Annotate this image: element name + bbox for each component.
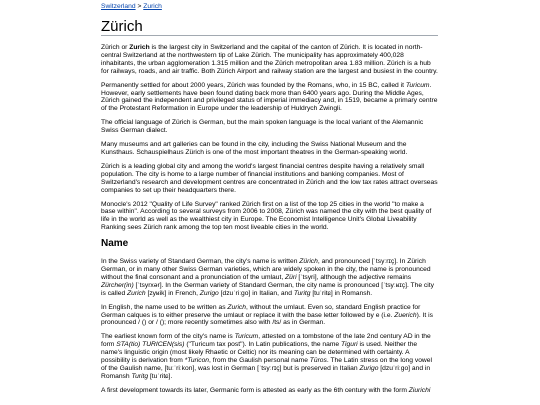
italic-term: Zurigo: [199, 289, 219, 297]
name-section: [101, 238, 438, 395]
text-run: A first development towards its later, Germanic form is attested as early as the 6th century with the form: [101, 386, 409, 394]
text-run: In English, the name used to be written as: [101, 303, 228, 311]
text-run: Zürich is a leading global city and among the world's largest financial centres despite having a relatively small population. The city is home to a large number of financial institutions and banking companies. Most of Switzerland's research and development centres are concentrated in Zürich and the low tax rates attract overseas companies to set up their headquarters there.: [101, 162, 438, 194]
italic-term: Zürcher(in): [101, 281, 134, 289]
intro-section: [101, 44, 438, 232]
text-run: The official language of Zürich is German, but the main spoken language is the local variant of the Alemannic Swiss German dialect.: [101, 119, 424, 135]
text-run: [tuˈritɕ] in Romansh.: [310, 289, 373, 297]
breadcrumb: [101, 0, 438, 11]
text-run: ("Turicum tax post"). In Latin publications, the name: [184, 341, 341, 349]
text-run: , attested on a tombstone of the late 2nd century AD in the form: [101, 333, 431, 349]
italic-term: Ziurichi: [408, 386, 431, 394]
intro-paragraph: [101, 82, 438, 114]
italic-term: Tūros: [309, 357, 327, 365]
section-heading-name: Name: [101, 238, 129, 250]
italic-term: Zürich: [299, 258, 318, 266]
italic-term: Turicum: [405, 81, 430, 89]
name-section-paragraph: [101, 258, 438, 298]
intro-paragraph: [101, 201, 438, 233]
page-title: Zürich: [101, 18, 438, 36]
italic-term: Zurich: [227, 303, 246, 311]
italic-term: Turicum: [234, 333, 259, 341]
bold-term: Zurich: [129, 44, 150, 51]
italic-term: Turitg: [293, 289, 311, 297]
text-run: [zyʁik] in French,: [145, 289, 200, 297]
intro-paragraph: [101, 141, 438, 157]
text-run: [tuˈritɕ].: [148, 372, 173, 380]
name-section-paragraph: [101, 304, 438, 328]
text-run: , from the Gaulish personal name: [209, 357, 310, 365]
text-run: Monocle's 2012 "Quality of Life Survey" ranked Zürich first on a list of the top 25 cities in the world "to make a base within". According to several surveys from 2006 to 2008, Zürich was named the city with the best quality of life in the world as well as the wealthiest city in Europe. The Economist Intelligence Unit's Global Liveability Ranking sees Zürich rank among the top ten most liveable cities in the world.: [101, 200, 432, 232]
breadcrumb-link-switzerland[interactable]: Switzerland: [101, 3, 136, 10]
text-run: [dzuˈriːɡo] and in Romansh: [101, 365, 431, 380]
text-run: Many museums and art galleries can be found in the city, including the Swiss National Museum and the Kunsthaus. Schauspielhaus Zürich is one of the most important theatres in the German-speaking world.: [101, 141, 408, 156]
italic-term: Züri: [285, 273, 297, 281]
italic-term: Zuerich: [394, 311, 417, 319]
text-run: Zürich or: [101, 44, 130, 51]
text-run: ). It is pronounced / () or / (); more recently sometimes also with /ts/ as in German.: [101, 311, 433, 327]
text-run: [ˈtsyrxər]. In the German variety of Standard German, the city name is pronounced [ˈtsyːʁɪç]. The city is called: [101, 281, 434, 297]
text-run: is used. Neither the name's linguistic origin (most likely Rhaetic or Celtic) nor its meaning can be determined with certainty. A possibility is derivation from: [101, 341, 418, 365]
text-run: In the Swiss variety of Standard German, the city's name is written: [101, 258, 300, 266]
text-run: . However, early settlements have been found dating back more than 6400 years ago. During the Middle Ages, Zürich gained the independent and privileged status of imperial immediacy and, in 1519, became a primary centre of the Protestant Reformation in Europe under the leadership of Huldrych Zwingli.: [101, 81, 438, 113]
text-run: The earliest known form of the city's name is: [101, 333, 235, 341]
text-run: is the largest city in Switzerland and the capital of the canton of Zürich. It is located in north-central Switzerland at the northwestern tip of Lake Zürich. The municipality has approximately 400,028 inhabitants, the urban agglomeration 1.315 million and the Zürich metropolitan area 1.83 million. Zürich is a hub for railways, roads, and air traffic. Both Zürich Airport and railway station are the largest and busiest in the country.: [101, 44, 438, 75]
intro-paragraph: [101, 119, 438, 135]
text-run: [ˈtsyri], although the adjective remains: [296, 273, 412, 281]
text-run: Permanently settled for about 2000 years, Zürich was founded by the Romans, who, in 15 BC, called it: [101, 81, 406, 89]
text-run: [dzuˈriːɡo] in Italian, and: [218, 289, 294, 297]
breadcrumb-separator: >: [137, 3, 142, 10]
text-run: , without the umlaut. Even so, standard English practice for German calques is to either preserve the umlaut or replace it with the base letter followed by e (i.e.: [101, 303, 421, 319]
intro-paragraph: [101, 44, 438, 76]
name-section-paragraph: [101, 387, 438, 395]
article-page: [101, 0, 438, 405]
intro-paragraph: [101, 163, 438, 195]
breadcrumb-link-zurich[interactable]: Zurich: [143, 3, 162, 10]
text-run: . The Latin stress on the long vowel of the Gaulish name, [tuːˈriːkon], was lost in German [ˈtsyːrɪç] but is preserved in Italian: [101, 357, 432, 372]
italic-term: Tiguri: [341, 341, 358, 349]
name-section-paragraph: [101, 333, 438, 380]
italic-term: Zurich: [127, 289, 146, 297]
italic-term: Turitg: [131, 372, 149, 380]
italic-term: STA(tio) TURICEN(sis): [116, 341, 185, 349]
italic-term: *Turicon: [184, 357, 210, 365]
text-run: , and pronounced [ˈtsyːrɪç]. In Zürich German, or in many other Swiss German varieties, which are widely spoken in the city, the name is pronounced without the final consonant and a pronunciation of the umlaut,: [101, 258, 431, 281]
italic-term: Zurigo: [359, 365, 379, 372]
